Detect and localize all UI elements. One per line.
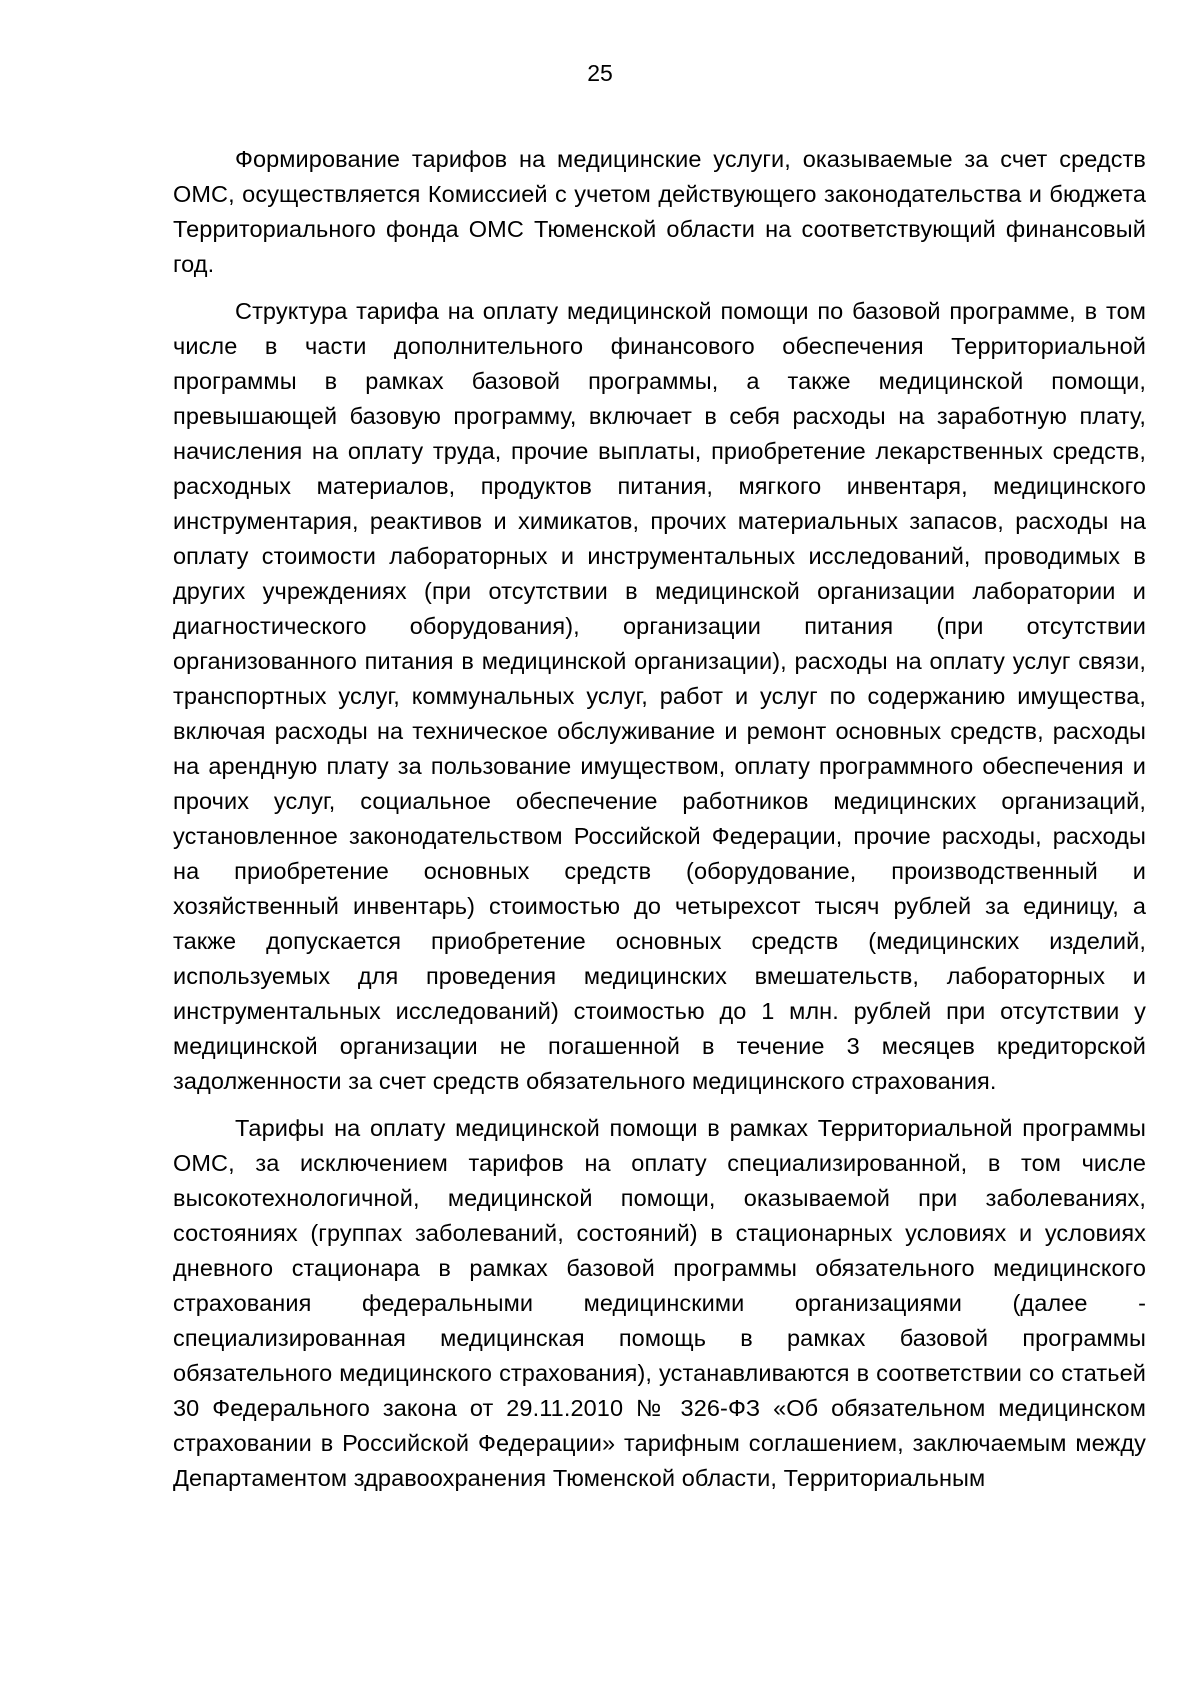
page-number: 25 xyxy=(587,60,613,86)
paragraph-tariffs-territorial-program: Тарифы на оплату медицинской помощи в рамках Территориальной программы ОМС, за исключением тарифов на оплату специализированной, в том числе высокотехнологичной, медицинской помощи, оказываемой при заболеваниях, состояниях (группах заболеваний, состояний) в стационарных условиях и условиях дневного стационара в рамках базовой программы обязательного медицинского страхования федеральными медицинскими организациями (далее - специализированная медицинская помощь в рамках базовой программы обязательного медицинского страхования), устанавливаются в соответствии со статьей 30 Федерального закона от 29.11.2010 № 326-ФЗ «Об обязательном медицинском страховании в Российской Федерации» тарифным соглашением, заключаемым между Департаментом здравоохранения Тюменской области, Территориальным xyxy=(173,1115,1146,1491)
paragraph-tariff-structure: Структура тарифа на оплату медицинской помощи по базовой программе, в том числе в части дополнительного финансового обеспечения Территориальной программы в рамках базовой программы, а также медицинской помощи, превышающей базовую программу, включает в себя расходы на заработную плату, начисления на оплату труда, прочие выплаты, приобретение лекарственных средств, расходных материалов, продуктов питания, мягкого инвентаря, медицинского инструментария, реактивов и химикатов, прочих материальных запасов, расходы на оплату стоимости лабораторных и инструментальных исследований, проводимых в других учреждениях (при отсутствии в медицинской организации лаборатории и диагностического оборудования), организации питания (при отсутствии организованного питания в медицинской организации), расходы на оплату услуг связи, транспортных услуг, коммунальных услуг, работ и услуг по содержанию имущества, включая расходы на техническое обслуживание и ремонт основных средств, расходы на арендную плату за пользование имуществом, оплату программного обеспечения и прочих услуг, социальное обеспечение работников медицинских организаций, установленное законодательством Российской Федерации, прочие расходы, расходы на приобретение основных средств (оборудование, производственный и хозяйственный инвентарь) стоимостью до четырехсот тысяч рублей за единицу, а также допускается приобретение основных средств (медицинских изделий, используемых для проведения медицинских вмешательств, лабораторных и инструментальных исследований) стоимостью до 1 млн. рублей при отсутствии у медицинской организации не погашенной в течение 3 месяцев кредиторской задолженности за счет средств обязательного медицинского страхования. xyxy=(173,298,1146,1094)
page-body xyxy=(173,142,1146,1496)
paragraph-tariff-formation: Формирование тарифов на медицинские услуги, оказываемые за счет средств ОМС, осуществляется Комиссией с учетом действующего законодательства и бюджета Территориального фонда ОМС Тюменской области на соответствующий финансовый год. xyxy=(173,146,1146,277)
